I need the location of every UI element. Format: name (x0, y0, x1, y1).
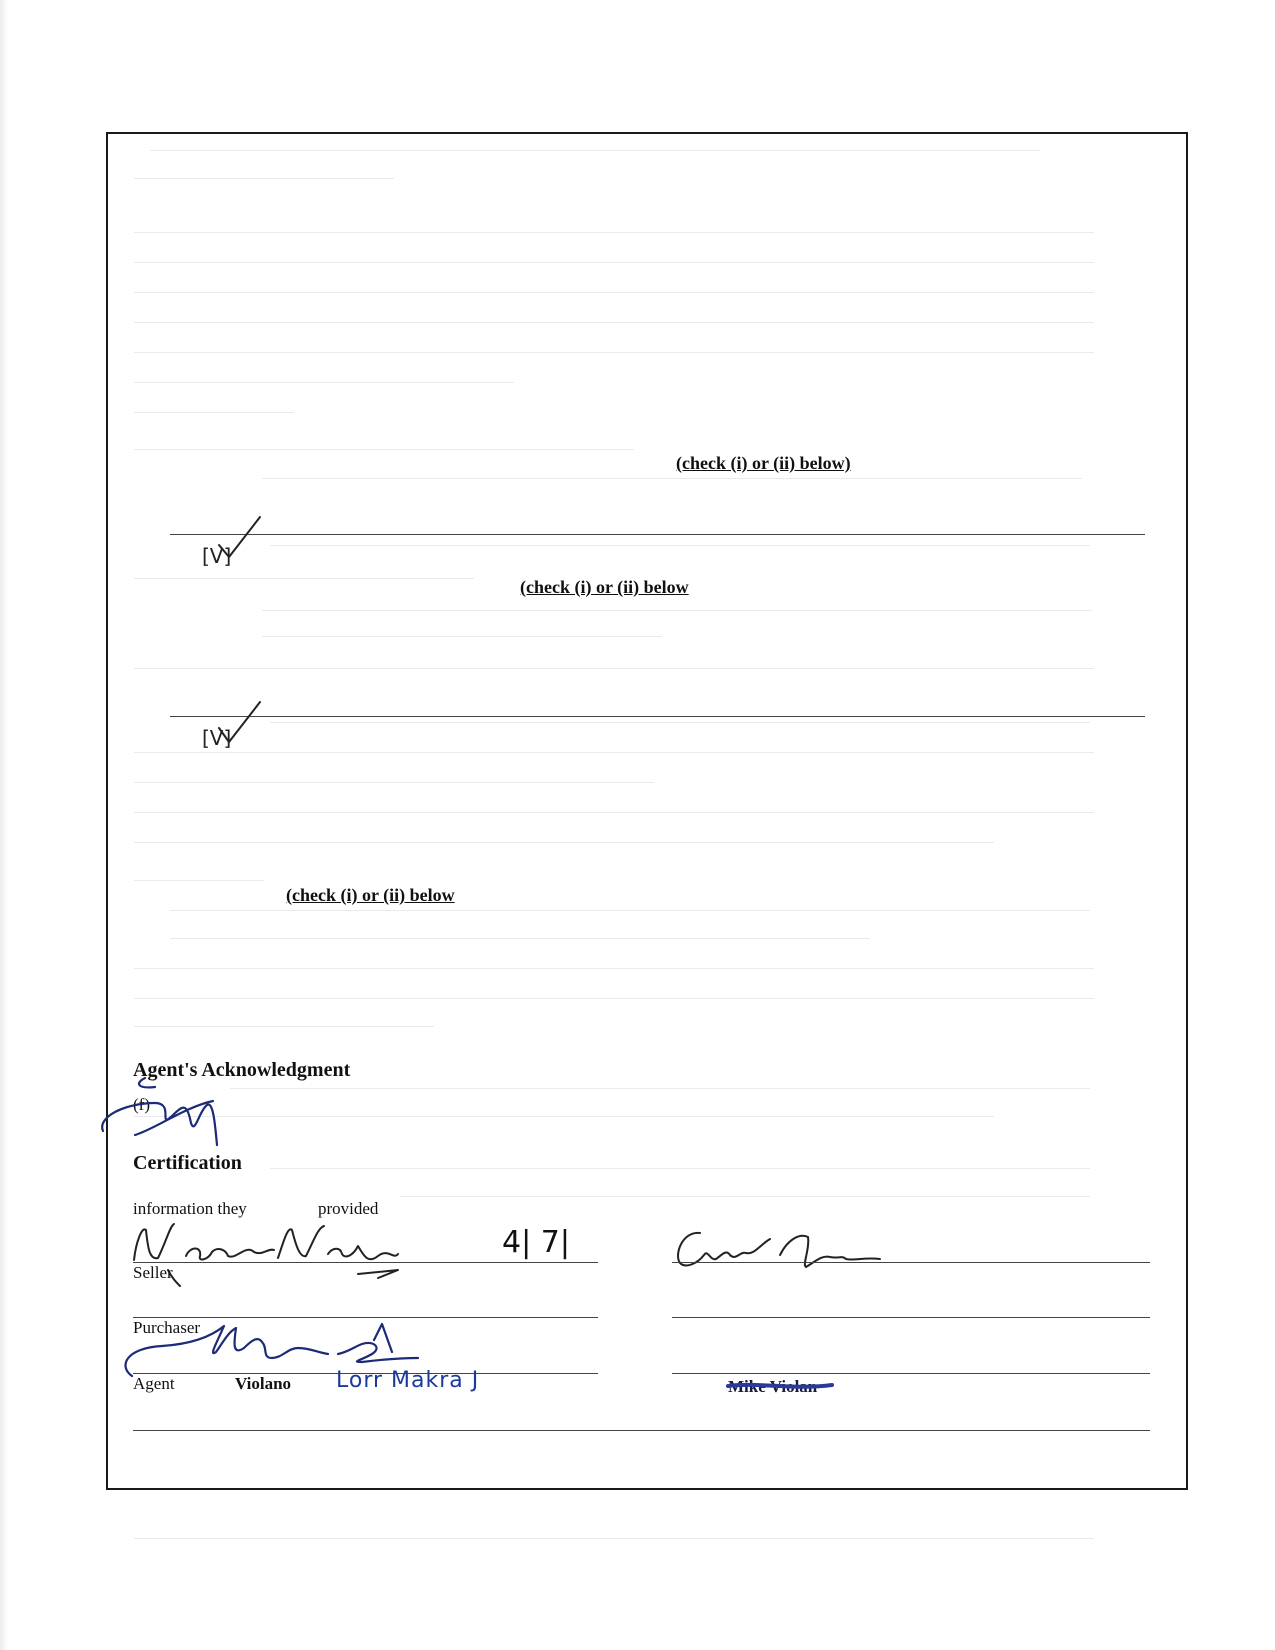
right-signature-line-3 (672, 1373, 1150, 1374)
agents-acknowledgment-heading: Agent's Acknowledgment (133, 1059, 351, 1081)
agent-label: Agent (133, 1374, 175, 1393)
checkmark-icon (215, 698, 265, 748)
certification-heading: Certification (133, 1152, 242, 1174)
page-edge-shadow (0, 0, 8, 1650)
checkbox-option-2[interactable]: [V] (202, 726, 232, 750)
right-agent-name: Mike Violan (728, 1377, 818, 1396)
check-instruction-1: (check (i) or (ii) below) (676, 453, 851, 473)
agent-handwritten-name: Lorr Makra J (336, 1368, 480, 1393)
agents-acknowledgment-item: (f) (133, 1095, 150, 1114)
check-instruction-2: (check (i) or (ii) below (520, 577, 689, 597)
right-signature-line-1 (672, 1262, 1150, 1263)
agent-initials-signature (95, 1075, 235, 1155)
checkmark-icon (215, 515, 265, 565)
seller-label: Seller (133, 1263, 173, 1282)
initials-line-1 (170, 534, 1145, 535)
bottom-signature-line (133, 1430, 1150, 1431)
right-signature (670, 1225, 910, 1275)
name-strikeout-mark (726, 1378, 836, 1398)
disclosure-form-frame (106, 132, 1188, 1490)
check-instruction-3: (check (i) or (ii) below (286, 885, 455, 905)
checkbox-option-1[interactable]: [V] (202, 544, 232, 568)
certification-text-2: provided (318, 1199, 379, 1218)
initials-line-2 (170, 716, 1145, 717)
purchaser-label: Purchaser (133, 1318, 201, 1337)
seller-date-handwritten: 4| 7| (502, 1225, 570, 1260)
agent-name-printed: Violano (235, 1374, 292, 1393)
right-signature-line-2 (672, 1317, 1150, 1318)
seller-signature-line (133, 1262, 598, 1263)
certification-text-1: information they (133, 1199, 247, 1218)
